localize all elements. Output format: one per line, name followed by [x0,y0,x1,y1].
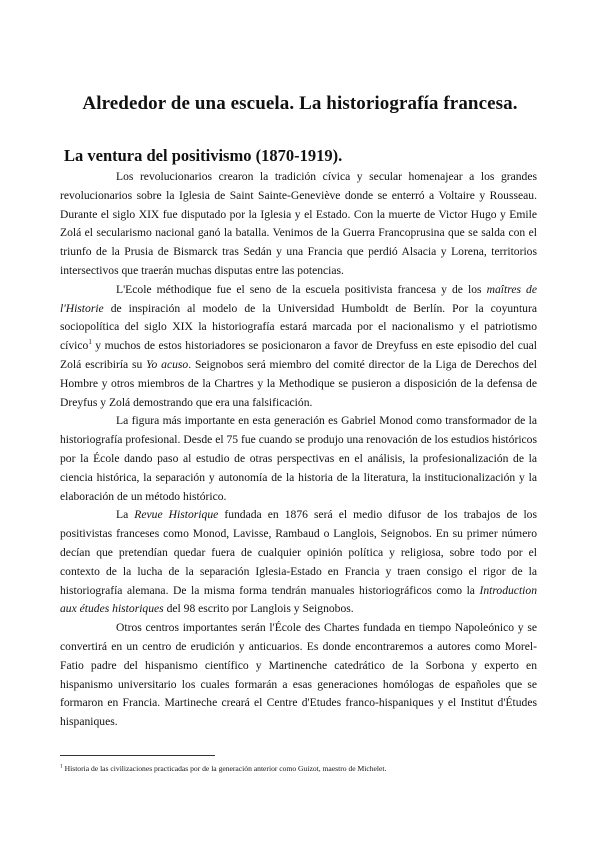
section-heading: La ventura del positivismo (1870-1919). [64,146,343,165]
body-text [60,168,537,732]
footnote-text: Historia de las civilizaciones practicadas por de la generación anterior como Guizot, maestro de Michelet. [62,764,387,773]
footnote-number: 1 [60,763,63,770]
paragraph-2 [60,281,537,413]
paragraph-2-text-f: . Seignobos será miembro del comité director de la Liga de Derechos del Hombre y otros miembros de la Chartres y la Methodique se pusieron a disposición de la defensa de Dreyfus y Zolá demostrando que era una falsificación. [60,357,537,409]
paragraph-1: Los revolucionarios crearon la tradición cívica y secular homenajear a los grandes revolucionarios sobre la Iglesia de Saint Sainte-Geneviève donde se enterró a Voltaire y Rousseau. Durante el siglo XIX fue disputado por la Iglesia y el Estado. Con la muerte de Victor Hugo y Emile Zolá el secularismo nacional ganó la batalla. Venimos de la Guerra Francoprusina que se salda con el triunfo de la Prusia de Bismarck tras Sedán y una Francia que perdió Alsacia y Lorena, territorios intersectivos que traerán muchas disputas entre las potencias. [60,170,537,277]
paragraph-4 [60,506,537,619]
paragraph-3: La figura más importante en esta generación es Gabriel Monod como transformador de la historiografía profesional. Desde el 75 fue cuando se produjo una renovación de los estudios históricos por la École dando paso al estudio de otras perspectivas en el análisis, la profesionalización de la ciencia histórica, la separación y autonomía de la historia de la literatura, la institucionalización y la elaboración de un método histórico. [60,414,537,503]
paragraph-4-text-a: La [116,508,135,522]
paragraph-4-italic-introduction: Introduction aux études historiques [60,583,537,616]
paragraph-2-text-d: y muchos de estos historiadores se posicionaron a favor de Dreyfuss en este episodio del cual Zolá escribiría su [60,339,537,371]
footnote-1 [60,764,540,774]
paragraph-2-italic-maitres: maîtres de l'Historie [60,282,537,315]
paragraph-4-italic-revue: Revue Historique [134,508,219,522]
footnote-divider [60,755,215,756]
paragraph-4-text-e: del 98 escrito por Langlois y Seignobos. [163,602,354,616]
document-title: Alrededor de una escuela. La historiografía francesa. [82,93,518,114]
paragraph-2-text-a: L'Ecole méthodique fue el seno de la escuela positivista francesa y de los [116,282,487,296]
paragraph-5: Otros centros importantes serán l'École des Chartes fundada en tiempo Napoleónico y se convertirá en un centro de erudición y anticuarios. Es donde encontraremos a autores como Morel-Fatio padre del hispanismo científico y Martinenche catedrático de la Sorbona y experto en hispanismo universitario los cuales formarán a esas generaciones homólogas de españoles que se formaron en Francia. Martineche creará el Centre d'Etudes franco-hispaniques y el Institut d'Études hispaniques. [60,621,537,729]
paragraph-2-text-c: de inspiración al modelo de la Universidad Humboldt de Berlín. Por la coyuntura sociopolítica del siglo XIX la historiografía estará marcada por el nacionalismo y el patriotismo cívico [60,301,537,353]
paragraph-2-italic-yo-acuso: Yo acuso [146,357,189,371]
footnote-reference-1[interactable]: 1 [88,338,92,347]
paragraph-4-text-c: fundada en 1876 será el medio difusor de los trabajos de los positivistas franceses como Monod, Lavisse, Rambaud o Langlois, Seignobos. En su primer número decían que pretendían quedar fuera de cualquier opinión política y religiosa, sobre todo por el contexto de la lucha de la separación Iglesia-Estado en Francia y traen consigo el rigor de la historiografía alemana. De la misma forma tendrán manuales historiográficos como la [60,508,537,597]
